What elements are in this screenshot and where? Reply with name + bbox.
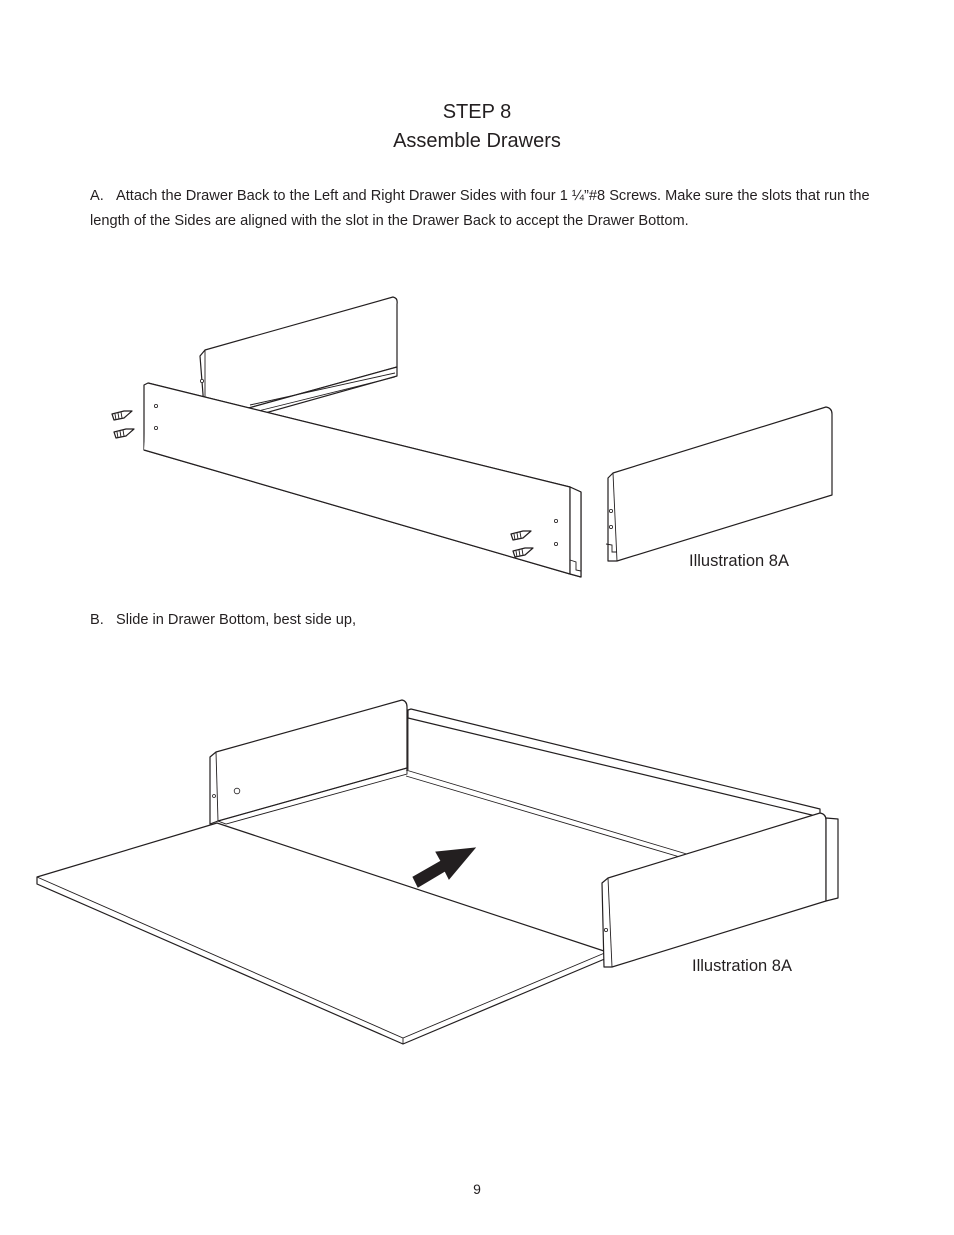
step-number: STEP 8 (442, 101, 512, 123)
illustration-a-drawing (0, 280, 954, 600)
step-heading (0, 98, 954, 156)
right-drawer-side (606, 407, 832, 561)
instruction-a-text: Attach the Drawer Back to the Left and Right Drawer Sides with four 1 ¼”#8 Screws. Make sure the slots that run the length of the Sides are aligned with the slot in the Drawer Back to accept the Drawer Bottom. (90, 188, 870, 229)
illustration-b-drawing (0, 690, 954, 1060)
page-number: 9 (473, 1181, 481, 1197)
instruction-b-letter: B. (90, 612, 104, 628)
drawer-back-panel (144, 383, 581, 577)
screw-icon (114, 429, 134, 438)
drawer-bottom-board (37, 823, 607, 1044)
instruction-b-text: Slide in Drawer Bottom, best side up, (116, 612, 357, 628)
arrow-icon (413, 848, 475, 887)
instruction-b (90, 608, 880, 633)
instruction-a-letter: A. (90, 188, 104, 204)
instruction-a (90, 184, 880, 234)
illustration-b-label: Illustration 8A (692, 957, 792, 975)
step-title: Assemble Drawers (393, 130, 561, 152)
right-drawer-side (602, 813, 838, 967)
illustration-a-label: Illustration 8A (689, 552, 789, 570)
left-drawer-side (210, 700, 407, 824)
screw-icon (112, 411, 132, 420)
